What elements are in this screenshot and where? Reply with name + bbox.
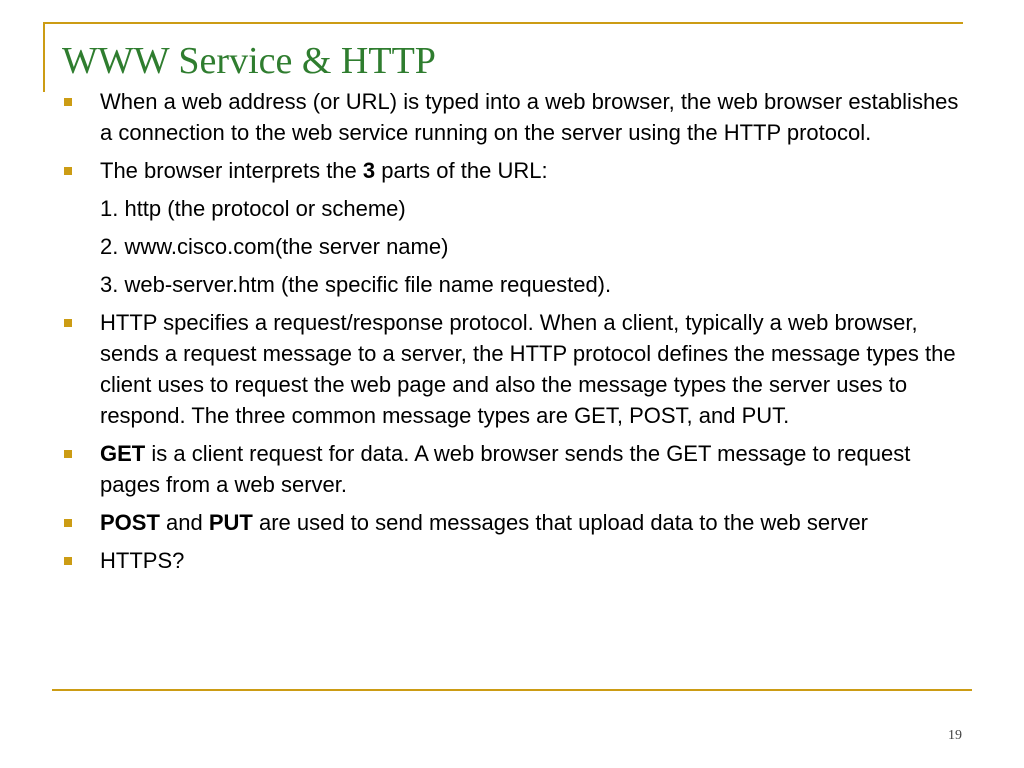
bullet-item <box>62 507 967 538</box>
url-part-text: 3. web-server.htm (the specific file name requested). <box>100 272 612 297</box>
square-bullet-icon <box>64 557 72 565</box>
bullet-item <box>62 307 967 431</box>
square-bullet-icon <box>64 167 72 175</box>
url-part-text: 2. www.cisco.com(the server name) <box>100 234 449 259</box>
bullet-text: HTTPS? <box>100 548 185 573</box>
url-part-item <box>62 231 967 262</box>
bullet-text-middle: and <box>159 510 209 535</box>
frame-top-line <box>43 22 963 24</box>
frame-bottom-line <box>52 689 972 691</box>
slide-title: WWW Service & HTTP <box>62 40 436 82</box>
bullet-bold-number: 3 <box>362 158 376 183</box>
url-part-text: 1. http (the protocol or scheme) <box>100 196 406 221</box>
bullet-bold-put: PUT <box>208 510 253 535</box>
page-number: 19 <box>948 728 962 743</box>
bullet-text-after: parts of the URL: <box>375 158 548 183</box>
url-part-item <box>62 193 967 224</box>
square-bullet-icon <box>64 98 72 106</box>
bullet-bold-get: GET <box>100 441 146 466</box>
bullet-item <box>62 438 967 500</box>
bullet-item <box>62 545 967 576</box>
bullet-text: HTTP specifies a request/response protocol. When a client, typically a web browser, sends a request message to a server, the HTTP protocol defines the message types the client uses to request the web page and also the message types the server uses to respond. The three common message types are GET, POST, and PUT. <box>100 310 956 428</box>
bullet-item <box>62 155 967 186</box>
bullet-text-after: is a client request for data. A web browser sends the GET message to request pages from a web server. <box>100 441 911 497</box>
bullet-bold-post: POST <box>100 510 160 535</box>
square-bullet-icon <box>64 519 72 527</box>
bullet-text-after: are used to send messages that upload data to the web server <box>252 510 869 535</box>
bullet-text-before: The browser interprets the <box>100 158 363 183</box>
bullet-item <box>62 86 967 148</box>
bullet-list <box>62 86 967 583</box>
bullet-text: When a web address (or URL) is typed into a web browser, the web browser establishes a connection to the web service running on the server using the HTTP protocol. <box>100 89 959 145</box>
square-bullet-icon <box>64 450 72 458</box>
square-bullet-icon <box>64 319 72 327</box>
url-part-item <box>62 269 967 300</box>
frame-vertical-line <box>43 22 45 92</box>
